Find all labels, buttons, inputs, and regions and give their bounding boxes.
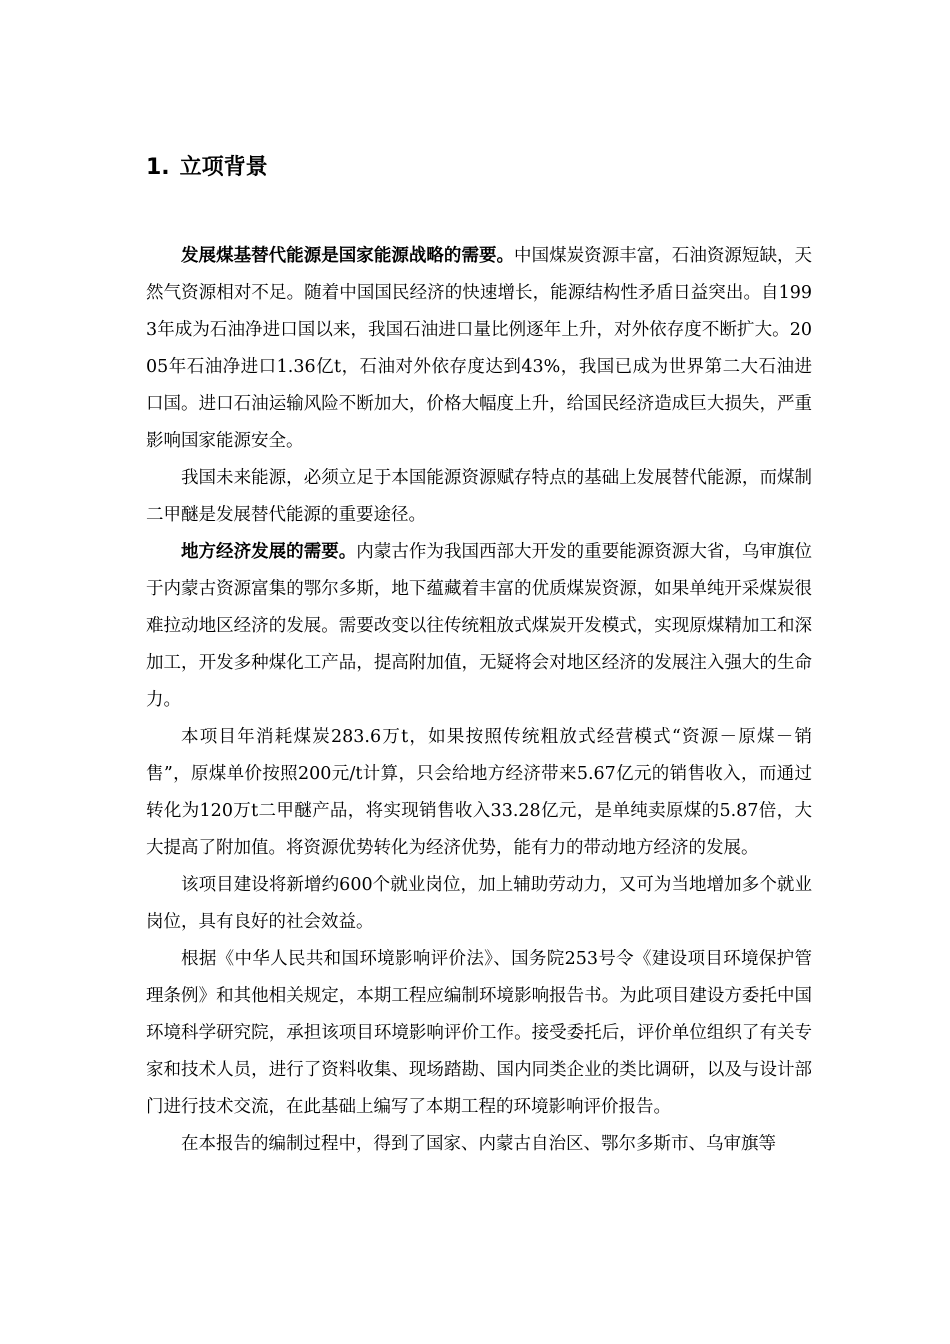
paragraph-lead: 发展煤基替代能源是国家能源战略的需要。	[181, 246, 515, 266]
document-page	[146, 148, 812, 1163]
paragraph-text: 该项目建设将新增约600个就业岗位，加上辅助劳动力，又可为当地增加多个就业岗位，具有良好的社会效益。	[146, 875, 812, 932]
paragraph-text: 中国煤炭资源丰富，石油资源短缺，天然气资源相对不足。随着中国国民经济的快速增长，能源结构性矛盾日益突出。自1993年成为石油净进口国以来，我国石油进口量比例逐年上升，对外依存度不断扩大。2005年石油净进口1.36亿t，石油对外依存度达到43%，我国已成为世界第二大石油进口国。进口石油运输风险不断加大，价格大幅度上升，给国民经济造成巨大损失，严重影响国家能源安全。	[146, 246, 813, 451]
paragraph-text: 本项目年消耗煤炭283.6万t，如果按照传统粗放式经营模式“资源－原煤－销售”，原煤单价按照200元/t计算，只会给地方经济带来5.67亿元的销售收入，而通过转化为120万t二甲醚产品，将实现销售收入33.28亿元，是单纯卖原煤的5.87倍，大大提高了附加值。将资源优势转化为经济优势，能有力的带动地方经济的发展。	[146, 727, 812, 858]
paragraph-employment	[146, 867, 812, 941]
paragraph-local-economy	[146, 534, 812, 719]
paragraph-acknowledgement	[146, 1126, 812, 1163]
paragraph-legal-basis	[146, 941, 812, 1126]
section-number: 1.	[146, 155, 170, 180]
paragraph-text: 内蒙古作为我国西部大开发的重要能源资源大省，乌审旗位于内蒙古资源富集的鄂尔多斯，地下蕴藏着丰富的优质煤炭资源，如果单纯开采煤炭很难拉动地区经济的发展。需要改变以往传统粗放式煤炭开发模式，实现原煤精加工和深加工，开发多种煤化工产品，提高附加值，无疑将会对地区经济的发展注入强大的生命力。	[146, 542, 813, 710]
paragraph-future-energy	[146, 460, 812, 534]
paragraph-energy-strategy	[146, 238, 812, 460]
paragraph-lead: 地方经济发展的需要。	[181, 542, 357, 562]
section-heading	[146, 148, 812, 188]
paragraph-coal-consumption	[146, 719, 812, 867]
paragraph-text: 在本报告的编制过程中，得到了国家、内蒙古自治区、鄂尔多斯市、乌审旗等	[181, 1134, 776, 1154]
paragraph-text: 根据《中华人民共和国环境影响评价法》、国务院253号令《建设项目环境保护管理条例》和其他相关规定，本期工程应编制环境影响报告书。为此项目建设方委托中国环境科学研究院，承担该项目环境影响评价工作。接受委托后，评价单位组织了有关专家和技术人员，进行了资料收集、现场踏勘、国内同类企业的类比调研，以及与设计部门进行技术交流，在此基础上编写了本期工程的环境影响评价报告。	[146, 949, 812, 1117]
paragraph-text: 我国未来能源，必须立足于本国能源资源赋存特点的基础上发展替代能源，而煤制二甲醚是发展替代能源的重要途径。	[146, 468, 812, 525]
section-title: 立项背景	[179, 155, 268, 180]
